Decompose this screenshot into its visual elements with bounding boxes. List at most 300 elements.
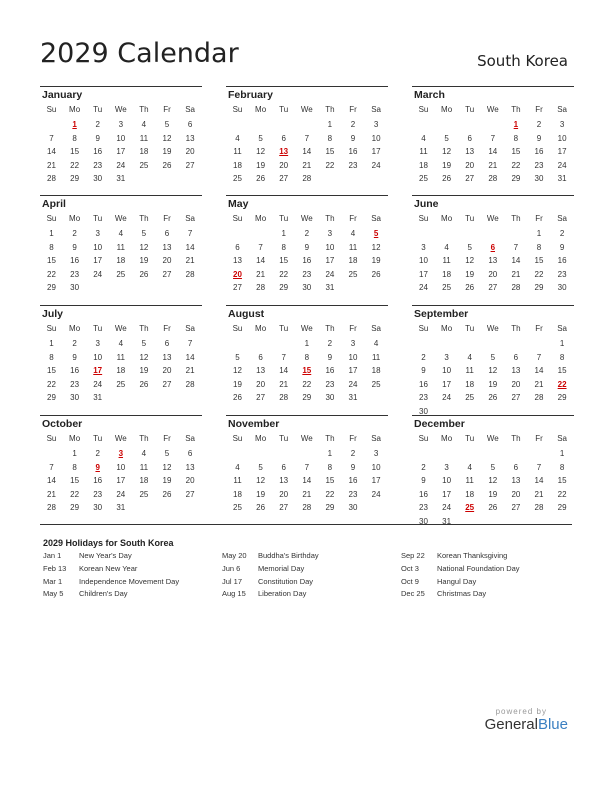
holiday-day: 22: [557, 379, 567, 389]
weekday-label: Su: [232, 105, 243, 114]
calendar-day: 21: [302, 160, 312, 170]
calendar-day: 24: [371, 160, 381, 170]
calendar-day: 26: [488, 503, 498, 513]
calendar-day: 25: [116, 269, 126, 279]
calendar-day: 18: [233, 160, 242, 170]
weekday-label: Fr: [535, 434, 543, 443]
weekday-label: Tu: [465, 434, 475, 443]
calendar-day: 31: [442, 517, 452, 526]
calendar-day: 8: [536, 242, 542, 252]
calendar-day: 1: [559, 339, 565, 348]
calendar-day: 10: [348, 352, 358, 362]
calendar-day: 14: [534, 476, 544, 486]
weekday-label: Tu: [465, 214, 475, 223]
weekday-label: Su: [46, 324, 57, 333]
calendar-day: 27: [233, 283, 242, 293]
calendar-day: 12: [233, 366, 242, 376]
weekday-label: Sa: [557, 434, 567, 443]
calendar-day: 5: [258, 133, 263, 143]
calendar-day: 6: [164, 229, 170, 238]
calendar-day: 15: [325, 476, 335, 486]
calendar-day: 26: [256, 174, 266, 184]
calendar-day: 9: [559, 242, 565, 252]
weekday-label: Mo: [69, 105, 81, 114]
calendar-day: 7: [49, 462, 54, 472]
weekday-label: Sa: [557, 324, 567, 333]
month-divider: [412, 86, 574, 87]
calendar-day: 4: [421, 133, 426, 143]
month-name: February: [228, 89, 273, 101]
calendar-day: 14: [256, 256, 266, 266]
weekday-label: Fr: [349, 434, 357, 443]
calendar-day: 8: [281, 242, 286, 252]
calendar-day: 10: [557, 133, 567, 143]
calendar-day: 4: [350, 229, 356, 238]
calendar-day: 6: [281, 462, 286, 472]
calendar-day: 23: [557, 269, 567, 279]
weekday-label: Fr: [349, 214, 357, 223]
calendar-day: 16: [419, 489, 428, 499]
weekday-label: Sa: [371, 214, 381, 223]
brand-name-part2: Blue: [537, 716, 568, 733]
weekday-label: Mo: [255, 105, 267, 114]
weekday-label: Tu: [465, 105, 475, 114]
calendar-day: 15: [557, 476, 567, 486]
calendar-day: 5: [141, 339, 147, 348]
calendar-day: 19: [162, 476, 172, 486]
calendar-day: 21: [279, 379, 289, 389]
calendar-day: 15: [534, 256, 544, 266]
weekday-label: Th: [325, 434, 335, 443]
calendar-day: 3: [95, 229, 100, 238]
calendar-day: 30: [534, 174, 544, 184]
calendar-day: 24: [419, 283, 428, 293]
calendar-day: 14: [302, 147, 312, 157]
calendar-day: 10: [93, 352, 103, 362]
calendar-day: 1: [536, 229, 542, 238]
month-divider: [226, 305, 388, 306]
calendar-day: 29: [511, 174, 521, 184]
weekday-label: Tu: [279, 105, 289, 114]
holiday-name: Hangul Day: [437, 576, 477, 586]
calendar-day: 10: [116, 462, 126, 472]
calendar-day: 3: [421, 242, 426, 252]
calendar-day: 8: [49, 242, 54, 252]
holiday-name: Liberation Day: [258, 589, 307, 599]
calendar-day: 27: [185, 160, 195, 170]
month-october: [40, 415, 202, 520]
calendar-day: 20: [256, 379, 266, 389]
calendar-day: 26: [233, 393, 242, 403]
calendar-day: 29: [557, 393, 567, 403]
calendar-day: 4: [141, 120, 147, 129]
month-divider: [412, 415, 574, 416]
weekday-label: Su: [232, 434, 243, 443]
calendar-day: 28: [256, 283, 266, 293]
weekday-label: We: [300, 105, 313, 114]
month-name: September: [414, 308, 469, 320]
calendar-day: 7: [187, 339, 193, 348]
calendar-day: 8: [72, 462, 77, 472]
calendar-day: 13: [511, 366, 521, 376]
calendar-day: 18: [371, 366, 381, 376]
holiday-date: Aug 15: [222, 589, 246, 599]
weekday-label: Sa: [371, 324, 381, 333]
calendar-day: 24: [116, 489, 126, 499]
calendar-day: 28: [47, 503, 56, 513]
weekday-label: We: [114, 434, 127, 443]
month-divider: [412, 305, 574, 306]
calendar-day: 28: [185, 269, 195, 279]
month-name: July: [42, 308, 64, 320]
calendar-day: 7: [536, 462, 542, 472]
calendar-day: 31: [348, 393, 358, 403]
calendar-day: 4: [373, 339, 379, 348]
calendar-day: 22: [279, 269, 289, 279]
calendar-day: 31: [557, 174, 567, 184]
weekday-label: Mo: [69, 324, 81, 333]
calendar-day: 3: [373, 120, 379, 129]
weekday-label: Sa: [557, 105, 567, 114]
calendar-day: 5: [258, 462, 263, 472]
holiday-name: Constitution Day: [258, 576, 314, 586]
calendar-day: 7: [281, 352, 286, 362]
calendar-day: 25: [465, 393, 475, 403]
calendar-day: 16: [325, 366, 335, 376]
calendar-day: 27: [185, 489, 195, 499]
calendar-day: 30: [557, 283, 567, 293]
calendar-day: 26: [139, 379, 149, 389]
weekday-label: Mo: [255, 324, 267, 333]
calendar-day: 29: [47, 393, 56, 403]
weekday-label: Fr: [163, 214, 171, 223]
calendar-day: 22: [70, 160, 80, 170]
holiday-day: 20: [233, 269, 242, 279]
month-divider: [40, 415, 202, 416]
calendar-day: 2: [327, 339, 333, 348]
weekday-label: Th: [511, 214, 521, 223]
weekday-label: Su: [418, 105, 429, 114]
calendar-day: 15: [70, 147, 80, 157]
calendar-day: 17: [348, 366, 358, 376]
calendar-day: 30: [93, 503, 103, 513]
weekday-label: Su: [46, 434, 57, 443]
calendar-day: 30: [419, 517, 428, 526]
weekday-label: Th: [325, 324, 335, 333]
holiday-date: Jul 17: [222, 576, 243, 586]
calendar-day: 22: [534, 269, 544, 279]
calendar-day: 17: [116, 147, 126, 157]
calendar-day: 18: [442, 269, 452, 279]
calendar-day: 28: [534, 503, 544, 513]
weekday-label: We: [300, 214, 313, 223]
calendar-day: 24: [93, 269, 103, 279]
holiday-day: 25: [465, 503, 475, 513]
calendar-day: 5: [164, 449, 170, 458]
calendar-day: 4: [118, 229, 124, 238]
calendar-day: 10: [371, 133, 381, 143]
calendar-day: 8: [72, 133, 77, 143]
calendar-day: 13: [185, 462, 195, 472]
calendar-day: 17: [116, 476, 126, 486]
calendar-day: 9: [72, 352, 77, 362]
calendar-day: 7: [490, 133, 496, 143]
calendar-day: 31: [116, 174, 126, 184]
calendar-day: 9: [72, 242, 77, 252]
holiday-name: Christmas Day: [437, 589, 487, 599]
calendar-day: 23: [70, 379, 80, 389]
month-divider: [226, 195, 388, 196]
holiday-date: Jan 1: [43, 551, 62, 560]
calendar-day: 25: [348, 269, 358, 279]
calendar-day: 18: [233, 489, 242, 499]
calendar-day: 19: [465, 269, 475, 279]
calendar-day: 26: [256, 503, 266, 513]
calendar-day: 5: [235, 352, 240, 362]
weekday-label: Th: [511, 434, 521, 443]
weekday-label: Fr: [163, 105, 171, 114]
calendar-day: 16: [93, 147, 103, 157]
calendar-day: 16: [534, 147, 544, 157]
holiday-entry: [43, 551, 179, 564]
calendar-day: 20: [162, 256, 172, 266]
holiday-entry: [401, 577, 520, 590]
calendar-day: 9: [536, 133, 542, 143]
calendar-day: 1: [72, 449, 77, 458]
calendar-day: 27: [511, 393, 521, 403]
calendar-day: 8: [49, 352, 54, 362]
calendar-day: 21: [47, 489, 56, 499]
holiday-entry: [222, 551, 319, 564]
calendar-day: 18: [139, 147, 149, 157]
calendar-day: 13: [256, 366, 266, 376]
calendar-day: 24: [442, 393, 452, 403]
calendar-day: 18: [348, 256, 358, 266]
calendar-day: 21: [511, 269, 521, 279]
holiday-date: Jun 6: [222, 563, 241, 573]
calendar-day: 26: [162, 489, 172, 499]
powered-by-text: powered by: [495, 707, 547, 716]
holiday-day: 13: [279, 147, 289, 157]
calendar-day: 19: [442, 160, 452, 170]
month-divider: [226, 86, 388, 87]
calendar-day: 19: [256, 489, 266, 499]
calendar-day: 20: [465, 160, 475, 170]
weekday-label: Tu: [93, 324, 103, 333]
calendar-day: 7: [49, 133, 54, 143]
weekday-label: Tu: [279, 324, 289, 333]
calendar-day: 4: [141, 449, 147, 458]
calendar-day: 26: [465, 283, 475, 293]
calendar-day: 4: [444, 242, 449, 252]
calendar-day: 20: [185, 476, 195, 486]
calendar-day: 3: [327, 229, 333, 238]
calendar-day: 10: [116, 133, 126, 143]
holiday-date: Oct 3: [401, 563, 419, 573]
holiday-entry: [222, 589, 319, 602]
calendar-day: 28: [488, 174, 498, 184]
calendar-day: 20: [511, 379, 521, 389]
brand-name: [485, 716, 568, 733]
calendar-day: 5: [141, 229, 147, 238]
calendar-day: 24: [557, 160, 567, 170]
calendar-day: 14: [511, 256, 521, 266]
calendar-day: 19: [162, 147, 172, 157]
calendar-day: 23: [348, 160, 358, 170]
calendar-day: 14: [47, 147, 56, 157]
weekday-label: Th: [325, 214, 335, 223]
calendar-day: 23: [302, 269, 312, 279]
calendar-day: 18: [419, 160, 428, 170]
holiday-day: 1: [513, 120, 519, 129]
weekday-label: Th: [511, 105, 521, 114]
calendar-day: 12: [256, 476, 266, 486]
calendar-day: 9: [421, 476, 426, 486]
calendar-day: 15: [70, 476, 80, 486]
calendar-day: 11: [233, 476, 242, 486]
calendar-day: 31: [93, 393, 103, 403]
calendar-day: 1: [49, 339, 54, 348]
calendar-day: 28: [47, 174, 56, 184]
calendar-day: 20: [279, 160, 289, 170]
calendar-day: 22: [325, 489, 335, 499]
calendar-day: 17: [442, 489, 452, 499]
calendar-day: 15: [325, 147, 335, 157]
brand-logo: [485, 707, 568, 733]
calendar-day: 27: [279, 503, 289, 513]
calendar-day: 19: [139, 366, 149, 376]
weekday-label: We: [114, 324, 127, 333]
holiday-date: Oct 9: [401, 576, 419, 586]
calendar-day: 11: [116, 242, 125, 252]
calendar-day: 12: [488, 476, 498, 486]
holiday-entry: [222, 577, 319, 590]
calendar-day: 28: [302, 174, 312, 184]
calendar-day: 9: [350, 133, 356, 143]
calendar-day: 6: [187, 449, 193, 458]
calendar-day: 13: [233, 256, 242, 266]
weekday-label: We: [486, 105, 499, 114]
holiday-day: 17: [93, 366, 103, 376]
calendar-day: 14: [47, 476, 56, 486]
month-september: [412, 305, 574, 416]
calendar-day: 13: [488, 256, 498, 266]
month-november: [226, 415, 388, 520]
calendar-day: 16: [70, 256, 80, 266]
month-divider: [226, 415, 388, 416]
calendar-day: 12: [162, 462, 172, 472]
holiday-date: Feb 13: [43, 563, 67, 573]
weekday-label: Su: [232, 214, 243, 223]
calendar-day: 13: [279, 476, 289, 486]
calendar-day: 5: [467, 242, 472, 252]
calendar-day: 11: [371, 352, 381, 362]
calendar-day: 27: [162, 379, 172, 389]
calendar-day: 15: [279, 256, 289, 266]
calendar-day: 12: [488, 366, 498, 376]
weekday-label: Tu: [93, 214, 103, 223]
calendar-day: 7: [536, 352, 542, 362]
calendar-day: 17: [557, 147, 567, 157]
calendar-day: 12: [139, 242, 149, 252]
calendar-day: 10: [419, 256, 428, 266]
weekday-label: Th: [511, 324, 521, 333]
calendar-day: 8: [513, 133, 519, 143]
month-july: [40, 305, 202, 410]
calendar-day: 15: [47, 256, 56, 266]
calendar-day: 28: [185, 379, 195, 389]
calendar-day: 16: [93, 476, 103, 486]
calendar-day: 21: [256, 269, 266, 279]
calendar-day: 2: [421, 462, 426, 472]
calendar-day: 22: [47, 269, 56, 279]
weekday-label: Tu: [279, 214, 289, 223]
holiday-entry: [401, 564, 520, 577]
calendar-day: 29: [47, 283, 56, 293]
calendar-day: 3: [444, 352, 449, 362]
holiday-entry: [43, 589, 179, 602]
calendar-day: 20: [185, 147, 195, 157]
calendar-day: 5: [164, 120, 170, 129]
calendar-day: 12: [465, 256, 475, 266]
weekday-label: Su: [418, 434, 429, 443]
calendar-day: 17: [325, 256, 335, 266]
calendar-day: 29: [325, 503, 335, 513]
weekday-label: Fr: [349, 324, 357, 333]
calendar-day: 8: [327, 133, 333, 143]
calendar-day: 17: [371, 476, 381, 486]
calendar-day: 15: [557, 366, 567, 376]
calendar-day: 2: [536, 120, 542, 129]
holiday-day: 15: [302, 366, 312, 376]
calendar-day: 10: [442, 366, 452, 376]
calendar-day: 28: [279, 393, 289, 403]
calendar-day: 1: [327, 449, 333, 458]
holiday-name: Buddha's Birthday: [258, 551, 319, 560]
weekday-label: Th: [139, 324, 149, 333]
calendar-day: 9: [327, 352, 333, 362]
country-name: South Korea: [477, 52, 568, 70]
calendar-day: 4: [235, 462, 240, 472]
calendar-day: 22: [325, 160, 335, 170]
calendar-day: 11: [139, 462, 149, 472]
calendar-day: 29: [70, 503, 80, 513]
calendar-day: 20: [279, 489, 289, 499]
calendar-day: 25: [139, 489, 149, 499]
brand-name-part1: General: [484, 716, 538, 733]
calendar-day: 6: [164, 339, 170, 348]
calendar-day: 24: [116, 160, 126, 170]
calendar-day: 26: [442, 174, 452, 184]
calendar-day: 11: [419, 147, 428, 157]
calendar-day: 6: [513, 352, 519, 362]
calendar-day: 7: [187, 229, 193, 238]
calendar-day: 25: [139, 160, 149, 170]
calendar-day: 18: [465, 489, 475, 499]
weekday-label: Su: [232, 324, 243, 333]
holiday-date: May 20: [222, 551, 247, 560]
calendar-day: 23: [93, 160, 103, 170]
calendar-day: 25: [442, 283, 452, 293]
calendar-day: 10: [93, 242, 103, 252]
calendar-day: 17: [93, 256, 103, 266]
weekday-label: Sa: [185, 105, 195, 114]
month-name: January: [42, 89, 83, 101]
calendar-day: 16: [302, 256, 312, 266]
calendar-day: 3: [444, 462, 449, 472]
holiday-date: May 5: [43, 589, 64, 599]
weekday-label: Sa: [371, 434, 381, 443]
